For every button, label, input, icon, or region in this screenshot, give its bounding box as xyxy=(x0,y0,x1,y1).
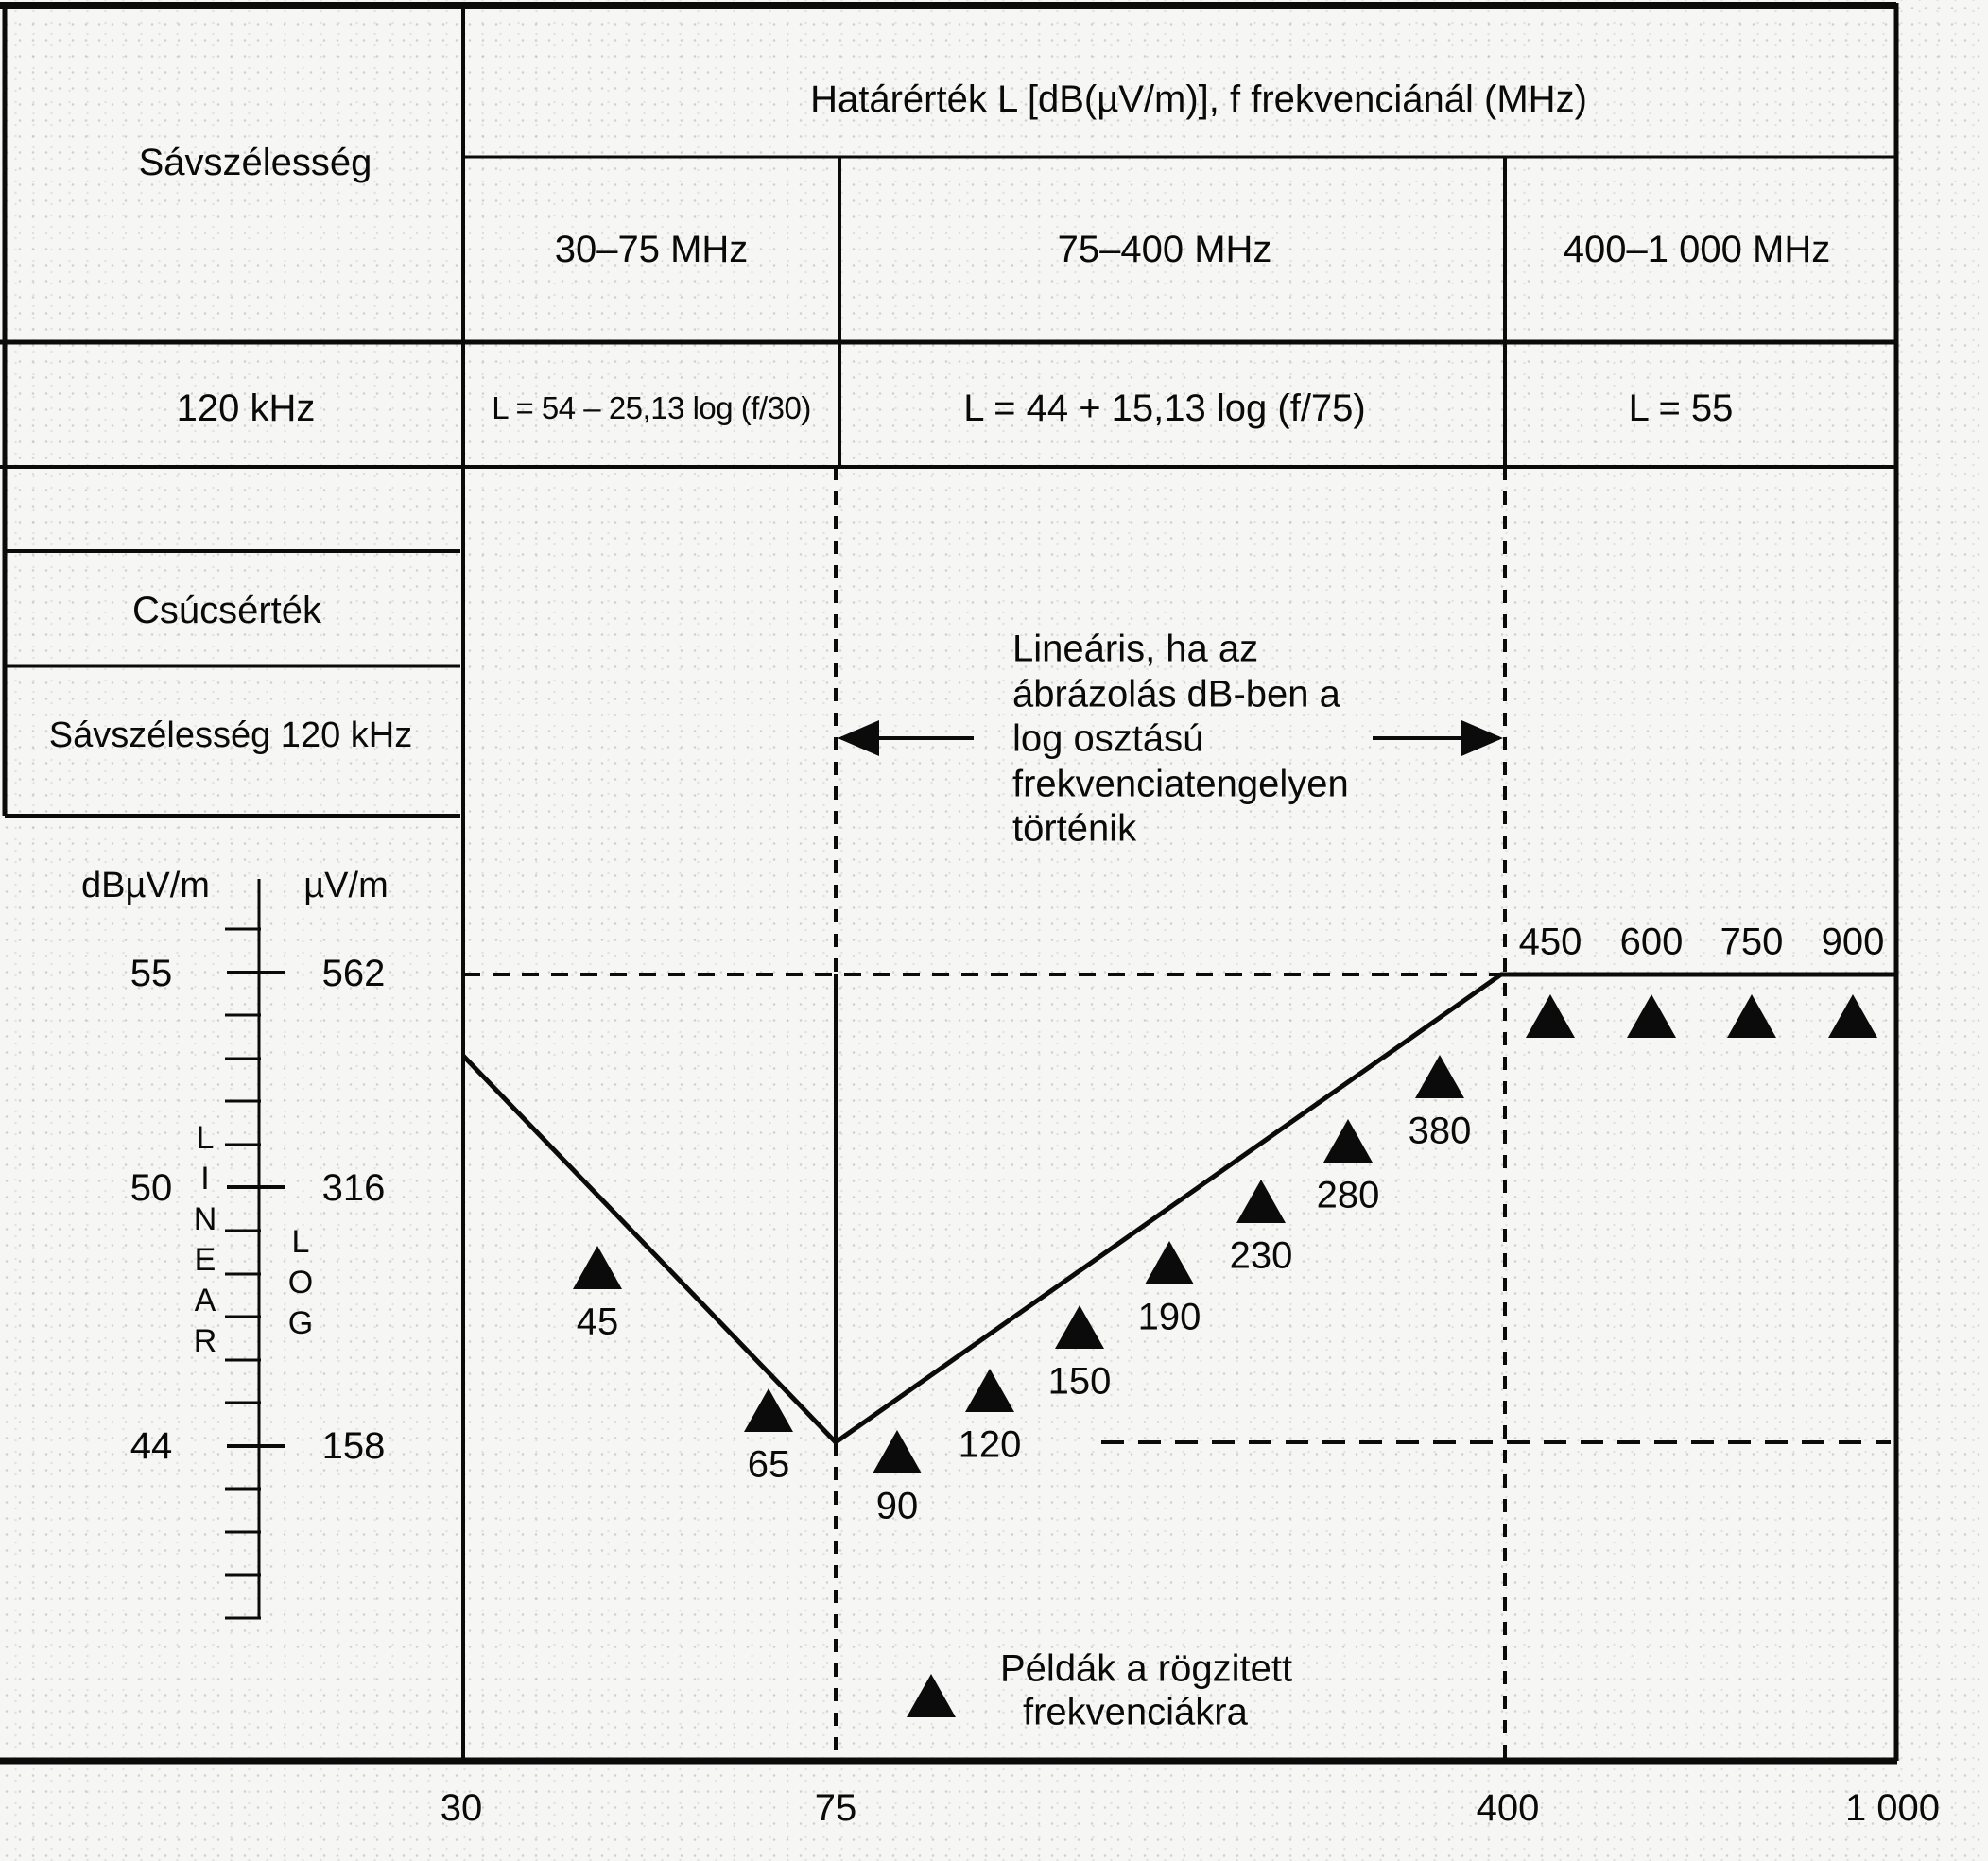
frequency-marker-triangle xyxy=(873,1430,922,1473)
x-tick-400: 400 xyxy=(1476,1787,1540,1829)
limit-curve xyxy=(463,974,1896,1442)
frequency-marker-label: 150 xyxy=(1047,1360,1112,1403)
right-arrowhead xyxy=(1461,720,1503,756)
freq-band-1-header: 30–75 MHz xyxy=(554,229,749,270)
bandwidth-column-header: Sávszélesség xyxy=(138,142,372,183)
frequency-marker-label: 230 xyxy=(1229,1234,1293,1277)
frequency-marker-triangle xyxy=(744,1388,793,1432)
legend-triangle-icon xyxy=(907,1674,956,1717)
uv-tick-158: 158 xyxy=(321,1425,386,1467)
freq-band-3-header: 400–1 000 MHz xyxy=(1563,229,1831,270)
annotation-line-5: történik xyxy=(1012,807,1137,850)
frequency-marker-triangle xyxy=(965,1369,1014,1412)
frequency-marker-triangle xyxy=(1236,1180,1286,1223)
log-scale-label xyxy=(288,1222,313,1344)
frequency-marker-label: 45 xyxy=(576,1301,619,1343)
frequency-marker-label: 90 xyxy=(875,1485,919,1527)
frequency-marker-label: 65 xyxy=(747,1443,790,1486)
frequency-marker-triangle xyxy=(573,1246,622,1289)
frequency-marker-triangle xyxy=(1526,994,1575,1038)
freq-band-2-header: 75–400 MHz xyxy=(1057,229,1272,270)
scale-mode-letter: O xyxy=(287,1265,314,1301)
legend-text-line-1: Példák a rögzitett xyxy=(1000,1647,1293,1690)
annotation-line-1: Lineáris, ha az xyxy=(1012,628,1259,670)
uv-tick-316: 316 xyxy=(321,1167,386,1209)
annotation-line-2: ábrázolás dB-ben a xyxy=(1012,673,1340,715)
linear-scale-label xyxy=(194,1118,217,1362)
formula-band-3: L = 55 xyxy=(1628,388,1734,429)
uv-tick-562: 562 xyxy=(321,953,386,994)
scale-mode-letter: A xyxy=(194,1283,216,1318)
x-tick-30: 30 xyxy=(440,1787,483,1829)
scale-mode-letter: N xyxy=(193,1201,217,1237)
formula-band-1: L = 54 – 25,13 log (f/30) xyxy=(492,389,811,425)
frequency-marker-triangle xyxy=(1323,1119,1373,1163)
frequency-marker-triangle xyxy=(1727,994,1776,1038)
scale-mode-letter: I xyxy=(200,1161,210,1197)
db-tick-50: 50 xyxy=(130,1167,173,1209)
annotation-line-3: log osztású xyxy=(1012,717,1204,760)
db-tick-44: 44 xyxy=(130,1425,173,1467)
frequency-marker-label: 450 xyxy=(1518,921,1582,963)
legend-text-line-2: frekvenciákra xyxy=(1023,1691,1248,1733)
scale-mode-letter: G xyxy=(287,1305,314,1341)
left-arrowhead xyxy=(838,720,879,756)
db-unit-label: dBµV/m xyxy=(81,866,210,906)
frequency-marker-triangle xyxy=(1415,1055,1464,1098)
bandwidth-120khz-label: Sávszélesség 120 kHz xyxy=(48,715,413,756)
frequency-marker-triangle xyxy=(1145,1241,1194,1284)
bandwidth-value: 120 kHz xyxy=(176,388,316,429)
frequency-marker-triangle xyxy=(1055,1305,1104,1349)
scale-mode-letter: L xyxy=(196,1120,215,1156)
x-tick-75: 75 xyxy=(814,1787,857,1829)
frequency-marker-label: 600 xyxy=(1619,921,1684,963)
frequency-marker-label: 750 xyxy=(1720,921,1784,963)
frequency-marker-label: 280 xyxy=(1316,1174,1380,1216)
annotation-line-4: frekvenciatengelyen xyxy=(1012,763,1349,805)
frequency-marker-label: 190 xyxy=(1137,1296,1201,1338)
scale-mode-letter: E xyxy=(194,1242,216,1278)
formula-band-2: L = 44 + 15,13 log (f/75) xyxy=(963,388,1366,429)
frequency-marker-label: 380 xyxy=(1408,1110,1472,1152)
peak-value-label: Csúcsérték xyxy=(131,590,322,631)
frequency-marker-label: 900 xyxy=(1821,921,1885,963)
scale-mode-letter: R xyxy=(193,1323,217,1359)
uv-unit-label: µV/m xyxy=(303,866,389,906)
limit-header: Határérték L [dB(µV/m)], f frekvenciánál (MHz) xyxy=(810,78,1587,120)
frequency-marker-triangle xyxy=(1627,994,1676,1038)
x-tick-1000: 1 000 xyxy=(1844,1787,1941,1829)
frequency-marker-triangle xyxy=(1828,994,1877,1038)
db-tick-55: 55 xyxy=(130,953,173,994)
frequency-marker-label: 120 xyxy=(958,1423,1022,1466)
scale-mode-letter: L xyxy=(291,1224,310,1260)
